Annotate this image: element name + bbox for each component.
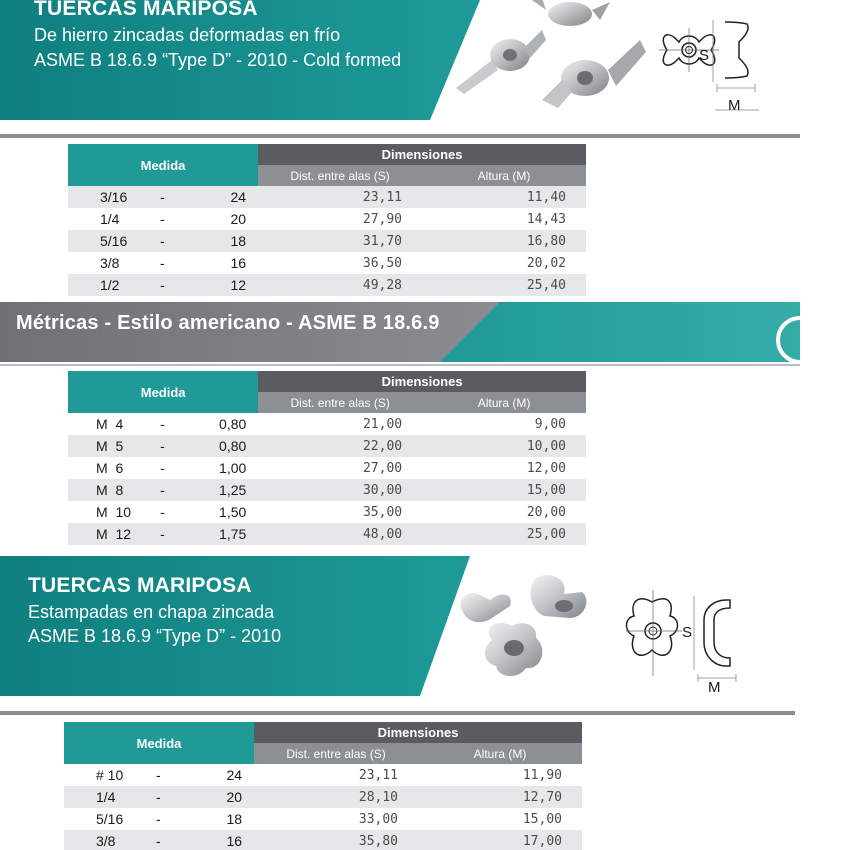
table-row xyxy=(68,435,586,457)
cell-dist: 49,28 xyxy=(362,277,403,293)
section3-subtitle-2: ASME B 18.6.9 “Type D” - 2010 xyxy=(28,626,282,646)
section3-diagram xyxy=(622,586,742,698)
header-altura: Altura (M) xyxy=(422,392,586,413)
table-row xyxy=(64,786,582,808)
diagram-label-m: M xyxy=(728,97,741,114)
header-dimensiones: Dimensiones xyxy=(258,144,586,165)
section1-subtitle-2: ASME B 18.6.9 “Type D” - 2010 - Cold formed xyxy=(34,50,402,70)
table-row xyxy=(64,830,582,850)
section3-subtitle-1: Estampadas en chapa zincada xyxy=(28,602,275,622)
section1-table xyxy=(68,144,586,296)
cell-dist: 35,80 xyxy=(358,833,399,849)
header-altura: Altura (M) xyxy=(422,165,586,186)
cell-altura: 12,70 xyxy=(522,789,562,805)
wing-nut-diagram-drawing xyxy=(655,12,765,120)
cell-dist: 23,11 xyxy=(358,767,399,783)
cell-thread: 20 xyxy=(226,789,243,805)
table-row xyxy=(64,808,582,830)
cell-size: M 12 xyxy=(96,526,132,542)
cell-pitch: 1,00 xyxy=(219,460,247,476)
header-dist-entre-alas: Dist. entre alas (S) xyxy=(254,743,418,764)
section3-title: TUERCAS MARIPOSA xyxy=(28,574,252,597)
cell-size: M 6 xyxy=(96,460,124,476)
cell-thread: 12 xyxy=(230,277,247,293)
cell-pitch: 0,80 xyxy=(219,438,247,454)
cell-size: M 8 xyxy=(96,482,124,498)
cell-dist: 30,00 xyxy=(362,482,403,498)
cell-size: M 10 xyxy=(96,504,132,520)
section1-subtitle-1: De hierro zincadas deformadas en frío xyxy=(34,25,341,45)
cell-thread: 24 xyxy=(230,189,247,205)
table-row xyxy=(68,457,586,479)
cell-altura: 15,00 xyxy=(522,811,562,827)
cell-size: 3/8 xyxy=(96,833,116,849)
cell-dist: 35,00 xyxy=(362,504,403,520)
cell-dash: - xyxy=(160,526,165,542)
cell-size: # 10 xyxy=(96,767,124,783)
cell-altura: 20,02 xyxy=(526,255,566,271)
table-row xyxy=(68,274,586,296)
cell-altura: 25,00 xyxy=(526,526,566,542)
cell-altura: 11,40 xyxy=(526,189,566,205)
wing-nut-photo-2 xyxy=(530,575,586,618)
section2-title: Métricas - Estilo americano - ASME B 18.6.9 xyxy=(16,312,440,334)
table-row xyxy=(68,252,586,274)
header-medida: Medida xyxy=(64,722,254,764)
header-medida: Medida xyxy=(68,144,258,186)
cell-dist: 31,70 xyxy=(362,233,403,249)
wing-nut-photo-3 xyxy=(485,623,542,676)
cell-dash: - xyxy=(160,255,165,271)
cell-altura: 17,00 xyxy=(522,833,562,849)
section3-table xyxy=(64,722,582,850)
cell-altura: 16,80 xyxy=(526,233,566,249)
cell-altura: 12,00 xyxy=(526,460,566,476)
cell-dash: - xyxy=(160,438,165,454)
cell-dash: - xyxy=(160,482,165,498)
cell-size: M 4 xyxy=(96,416,124,432)
cell-dash: - xyxy=(160,211,165,227)
cell-size: 3/16 xyxy=(100,189,128,205)
cell-dist: 23,11 xyxy=(362,189,403,205)
cell-dash: - xyxy=(156,767,161,783)
cell-dist: 27,00 xyxy=(362,460,403,476)
cell-dash: - xyxy=(160,189,165,205)
cell-size: 5/16 xyxy=(100,233,128,249)
section1-diagram xyxy=(655,12,765,120)
wing-nut-photo-3 xyxy=(542,40,646,108)
cell-altura: 10,00 xyxy=(526,438,566,454)
cell-thread: 24 xyxy=(226,767,243,783)
section3-divider xyxy=(0,711,795,715)
cell-dash: - xyxy=(160,233,165,249)
diagram-side-view xyxy=(725,22,748,78)
cell-pitch: 1,25 xyxy=(219,482,247,498)
cell-altura: 9,00 xyxy=(534,416,566,432)
cell-thread: 16 xyxy=(226,833,243,849)
cell-dash: - xyxy=(156,833,161,849)
header-medida: Medida xyxy=(68,371,258,413)
diagram-label-s: S xyxy=(699,47,710,64)
table-row xyxy=(68,208,586,230)
cell-pitch: 1,50 xyxy=(219,504,247,520)
cell-dist: 33,00 xyxy=(358,811,399,827)
cell-size: 1/4 xyxy=(100,211,120,227)
cell-dist: 28,10 xyxy=(358,789,399,805)
section2-table xyxy=(68,371,586,545)
section2-banner xyxy=(0,302,800,362)
wing-nut-photo-2 xyxy=(456,30,546,94)
cell-dist: 27,90 xyxy=(362,211,403,227)
cell-thread: 18 xyxy=(226,811,243,827)
table-row xyxy=(68,186,586,208)
cell-thread: 20 xyxy=(230,211,247,227)
table-row xyxy=(64,764,582,786)
cell-altura: 15,00 xyxy=(526,482,566,498)
cell-pitch: 0,80 xyxy=(219,416,247,432)
cell-altura: 25,40 xyxy=(526,277,566,293)
table-row xyxy=(68,230,586,252)
section1-divider xyxy=(0,134,800,138)
cell-thread: 16 xyxy=(230,255,247,271)
cell-altura: 11,90 xyxy=(522,767,562,783)
diagram-label-s: S xyxy=(682,624,693,641)
cell-size: M 5 xyxy=(96,438,124,454)
cell-dash: - xyxy=(156,789,161,805)
cell-dash: - xyxy=(160,460,165,476)
cell-dist: 48,00 xyxy=(362,526,403,542)
header-dimensiones: Dimensiones xyxy=(258,371,586,392)
wing-nut-cold-formed-photo xyxy=(450,0,650,118)
table-row xyxy=(68,413,586,435)
header-dist-entre-alas: Dist. entre alas (S) xyxy=(258,165,422,186)
table-row xyxy=(68,501,586,523)
wing-nut-photo-1 xyxy=(532,0,610,26)
cell-size: 1/2 xyxy=(100,277,120,293)
cell-altura: 14,43 xyxy=(526,211,566,227)
wing-nut-photo-1 xyxy=(461,593,511,622)
section2-divider xyxy=(0,364,800,366)
cell-thread: 18 xyxy=(230,233,247,249)
header-altura: Altura (M) xyxy=(418,743,582,764)
header-dimensiones: Dimensiones xyxy=(254,722,582,743)
cell-dash: - xyxy=(160,277,165,293)
cell-altura: 20,00 xyxy=(526,504,566,520)
table-row xyxy=(68,523,586,545)
table-row xyxy=(68,479,586,501)
cell-size: 3/8 xyxy=(100,255,120,271)
cell-size: 1/4 xyxy=(96,789,116,805)
cell-pitch: 1,75 xyxy=(219,526,247,542)
diagram-side-view xyxy=(704,600,730,666)
cell-dash: - xyxy=(160,504,165,520)
cell-dash: - xyxy=(156,811,161,827)
wing-nut-diagram-drawing xyxy=(622,586,742,698)
cell-dist: 21,00 xyxy=(362,416,403,432)
wing-nut-stamped-photo xyxy=(452,570,622,690)
diagram-label-m: M xyxy=(708,679,721,696)
section1-title: TUERCAS MARIPOSA xyxy=(34,0,258,20)
cell-dash: - xyxy=(160,416,165,432)
cell-dist: 22,00 xyxy=(362,438,403,454)
header-dist-entre-alas: Dist. entre alas (S) xyxy=(258,392,422,413)
cell-size: 5/16 xyxy=(96,811,124,827)
cell-dist: 36,50 xyxy=(362,255,403,271)
